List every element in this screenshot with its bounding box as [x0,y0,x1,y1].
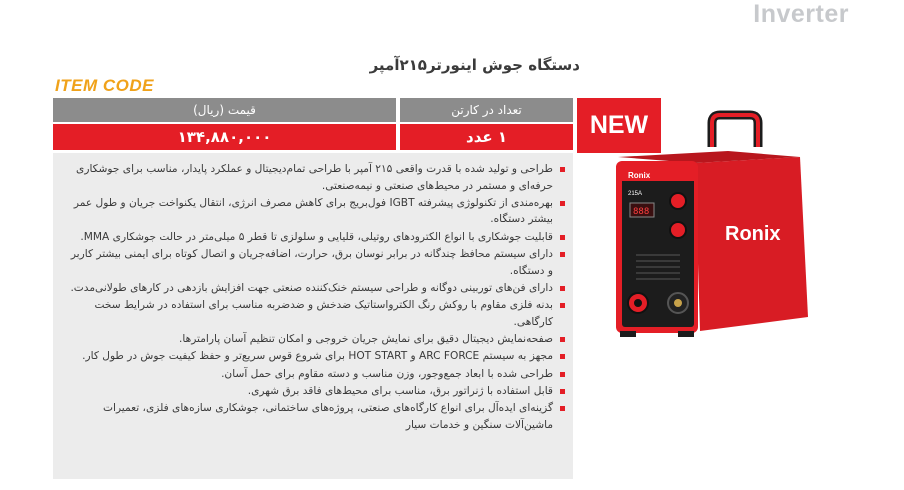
feature-item [63,246,565,279]
machine-foot-right [678,331,694,337]
machine-knob-bottom [670,222,686,238]
feature-item [63,229,565,246]
item-code-label: ITEM CODE [55,76,154,95]
bullet-icon [560,201,565,206]
product-title: دستگاه جوش اینورتر۲۱۵آمپر [369,56,580,74]
bullet-icon [560,286,565,291]
bullet-icon [560,406,565,411]
price-table [53,98,573,153]
feature-item [63,348,565,365]
machine-side-brand: Ronix [725,223,781,245]
bullet-icon [560,389,565,394]
machine-foot-left [620,331,636,337]
machine-socket-negative-core [674,299,682,307]
feature-text: طراحی و تولید شده با قدرت واقعی ۲۱۵ آمپر با طراحی تمام‌دیجیتال و عملکرد پایدار، مناسب برای جوشکاری حرفه‌ای و مستمر در محیط‌های صنعتی و نیمه‌صنعتی. [76,163,553,192]
machine-handle [712,115,758,147]
machine-model-label: 215A [628,191,643,197]
feature-text: قابل استفاده با ژنراتور برق، مناسب برای محیط‌های فاقد برق شهری. [247,384,553,397]
bullet-icon [560,303,565,308]
machine-knob-top [670,193,686,209]
bullet-icon [560,372,565,377]
bullet-icon [560,337,565,342]
machine-socket-positive-core [634,299,642,307]
feature-item [63,331,565,348]
feature-text: قابلیت جوشکاری با انواع الکترودهای روتیلی، قلیایی و سلولزی تا قطر ۵ میلی‌متر در حالت جوشکاری MMA. [80,230,553,243]
features-panel [53,153,573,479]
feature-text: مجهز به سیستم ARC FORCE و HOT START برای شروع قوس سریع‌تر و حفظ کیفیت جوش در طول کار. [82,350,553,363]
feature-text: صفحه‌نمایش دیجیتال دقیق برای نمایش جریان خروجی و امکان تنظیم آسان پارامترها. [179,333,553,346]
feature-text: گزینه‌ای ایده‌آل برای انواع کارگاه‌های صنعتی، پروژه‌های ساختمانی، جوشکاری سازه‌های فلزی، تعمیرات ماشین‌آلات سنگین و خدمات سیار [103,402,553,431]
feature-text: دارای سیستم محافظ چندگانه در برابر نوسان برق، حرارت، اضافه‌جریان و اتصال کوتاه برای ایمنی بیشتر کاربر و دستگاه. [70,248,553,277]
feature-item [63,297,565,330]
feature-item [63,383,565,400]
bullet-icon [560,354,565,359]
price-value: ۱۳۴,۸۸۰,۰۰۰ [53,124,396,150]
machine-front-brand: Ronix [628,171,651,180]
bullet-icon [560,252,565,257]
feature-item [63,366,565,383]
feature-text: طراحی شده با ابعاد جمع‌وجور، وزن مناسب و دسته مقاوم برای حمل آسان. [221,367,553,380]
bullet-icon [560,235,565,240]
machine-handle-grip [712,115,758,147]
new-badge: NEW [577,98,661,153]
feature-item [63,161,565,194]
feature-text: بدنه فلزی مقاوم با روکش رنگ الکترواستاتیک ضدخش و ضدضربه مناسب برای استفاده در شرایط سخت کارگاهی. [94,299,553,328]
feature-item [63,400,565,433]
inverter-brand-word: Inverter [753,0,849,28]
carton-header: تعداد در کارتن [400,98,573,122]
feature-item [63,195,565,228]
feature-text: بهره‌مندی از تکنولوژی پیشرفته IGBT فول‌بریج برای کاهش مصرف انرژی، انتقال یکنواخت جریان و طول عمر بیشتر دستگاه. [73,196,553,226]
price-header: قیمت (ریال) [53,98,396,122]
carton-value: ۱ عدد [400,124,573,150]
bullet-icon [560,167,565,172]
feature-text: دارای فن‌های توربینی دوگانه و طراحی سیستم خنک‌کننده صنعتی جهت افزایش بازدهی در کارهای طولانی‌مدت. [70,281,553,294]
features-list [63,161,565,433]
machine-display-digits: 888 [633,207,650,217]
feature-item [63,280,565,297]
welding-machine-image [600,105,820,345]
